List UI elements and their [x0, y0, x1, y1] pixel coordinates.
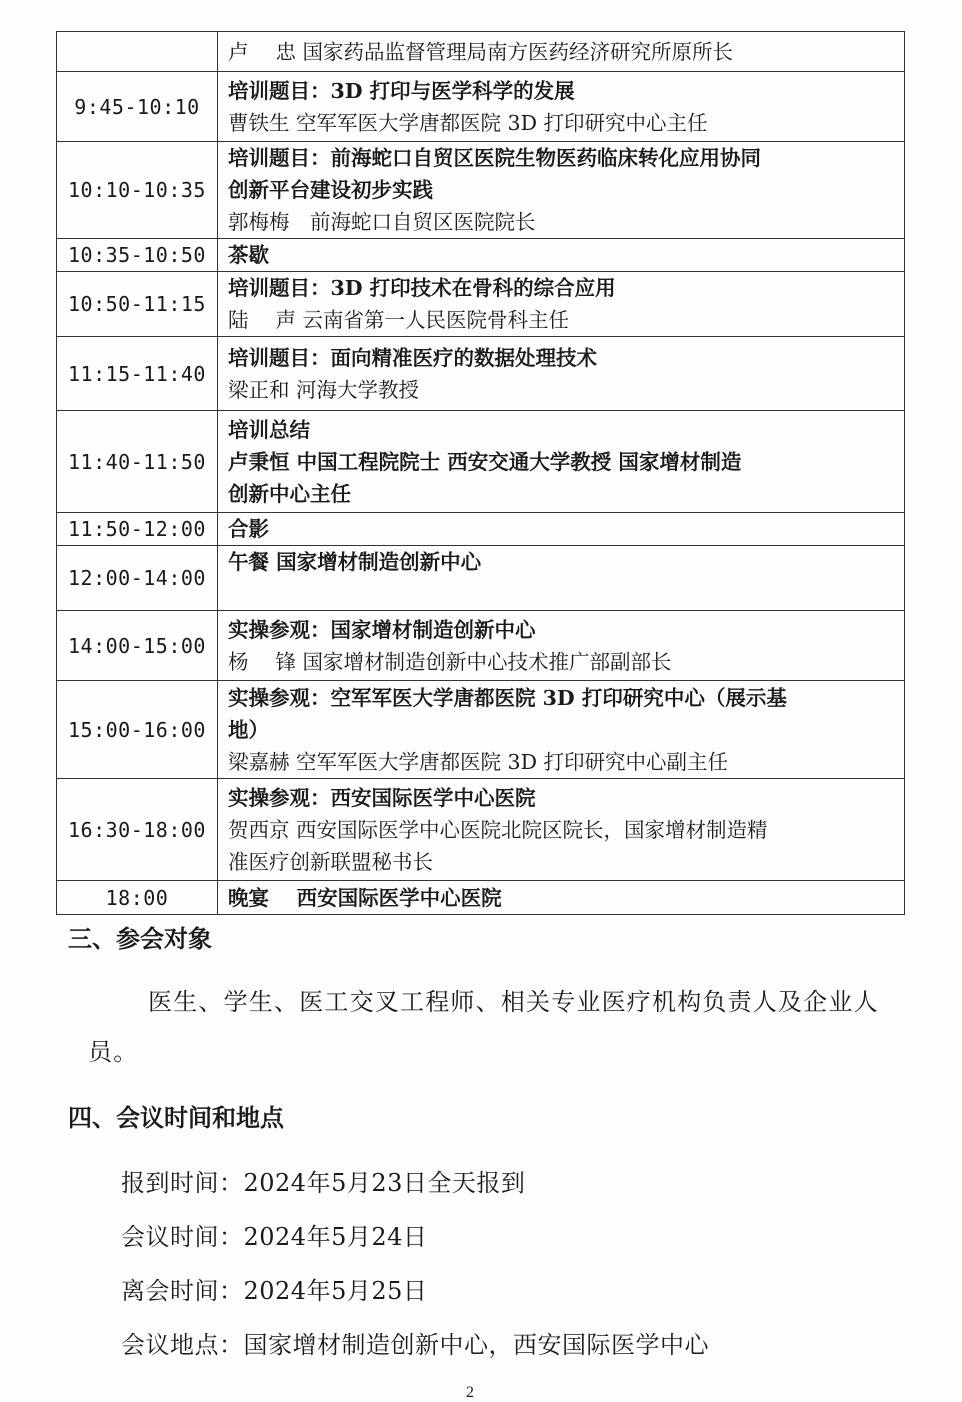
schedule-line: 杨 锋 国家增材制造创新中心技术推广部副部长 — [228, 649, 672, 674]
schedule-content — [218, 611, 905, 681]
schedule-line — [228, 578, 898, 610]
schedule-content — [218, 411, 905, 513]
schedule-line: 实操参观：国家增材制造创新中心 — [228, 617, 536, 642]
schedule-line: 实操参观：空军军医大学唐都医院 3D 打印研究中心（展示基 — [228, 685, 787, 710]
schedule-line: 实操参观：西安国际医学中心医院 — [228, 785, 536, 810]
section-3-heading: 三、参会对象 — [68, 924, 212, 953]
schedule-line: 合影 — [228, 517, 269, 541]
meeting-venue: 会议地点：国家增材制造创新中心，西安国际医学中心 — [121, 1331, 709, 1359]
schedule-content — [218, 681, 905, 779]
schedule-time: 9:45-10:10 — [57, 72, 218, 142]
schedule-row — [57, 239, 905, 272]
schedule-time: 11:40-11:50 — [57, 411, 218, 513]
schedule-line: 培训题目：3D 打印技术在骨科的综合应用 — [228, 276, 616, 300]
schedule-content — [218, 272, 905, 337]
schedule-content — [218, 779, 905, 881]
schedule-time: 10:10-10:35 — [57, 142, 218, 239]
schedule-line: 梁嘉赫 空军军医大学唐都医院 3D 打印研究中心副主任 — [228, 749, 729, 774]
section-3-paragraph: 医生、学生、医工交叉工程师、相关专业医疗机构负责人及企业人员。 — [88, 988, 879, 1066]
schedule-content — [218, 239, 905, 272]
schedule-line: 培训总结 — [228, 417, 310, 442]
schedule-row — [57, 72, 905, 142]
schedule-line: 曹铁生 空军军医大学唐都医院 3D 打印研究中心主任 — [228, 110, 708, 135]
schedule-row — [57, 611, 905, 681]
schedule-line: 郭梅梅 前海蛇口自贸区医院院长 — [228, 210, 536, 234]
schedule-row — [57, 411, 905, 513]
schedule-row — [57, 513, 905, 546]
schedule-line: 创新平台建设初步实践 — [228, 178, 433, 202]
schedule-line: 创新中心主任 — [228, 481, 351, 506]
schedule-line: 晚宴 西安国际医学中心医院 — [228, 885, 502, 910]
schedule-time: 10:35-10:50 — [57, 239, 218, 272]
schedule-row — [57, 881, 905, 915]
schedule-time: 12:00-14:00 — [57, 546, 218, 611]
departure-time: 离会时间：2024年5月25日 — [121, 1277, 428, 1305]
schedule-line: 地） — [228, 717, 269, 742]
schedule-row — [57, 337, 905, 411]
schedule-content — [218, 72, 905, 142]
schedule-time: 14:00-15:00 — [57, 611, 218, 681]
schedule-time: 16:30-18:00 — [57, 779, 218, 881]
schedule-row — [57, 681, 905, 779]
schedule-line: 培训题目：面向精准医疗的数据处理技术 — [228, 345, 597, 370]
schedule-time: 10:50-11:15 — [57, 272, 218, 337]
schedule-time: 15:00-16:00 — [57, 681, 218, 779]
schedule-row — [57, 546, 905, 611]
schedule-row — [57, 32, 905, 72]
schedule-row — [57, 779, 905, 881]
meeting-time: 会议时间：2024年5月24日 — [121, 1223, 428, 1251]
section-4-heading: 四、会议时间和地点 — [68, 1103, 284, 1132]
schedule-time: 11:50-12:00 — [57, 513, 218, 546]
schedule-content — [218, 881, 905, 915]
schedule-line: 贺西京 西安国际医学中心医院北院区院长，国家增材制造精 — [228, 817, 768, 842]
schedule-time — [57, 32, 218, 72]
page-number: 2 — [466, 1384, 474, 1401]
checkin-time: 报到时间：2024年5月23日全天报到 — [121, 1169, 526, 1197]
schedule-time: 18:00 — [57, 881, 218, 915]
schedule-line: 培训题目：3D 打印与医学科学的发展 — [228, 78, 575, 103]
schedule-time: 11:15-11:40 — [57, 337, 218, 411]
schedule-content — [218, 337, 905, 411]
schedule-line: 陆 声 云南省第一人民医院骨科主任 — [228, 308, 570, 332]
schedule-line: 午餐 国家增材制造创新中心 — [228, 550, 482, 574]
schedule-table — [56, 31, 905, 915]
schedule-line: 卢 忠 国家药品监督管理局南方医药经济研究所原所长 — [228, 39, 734, 64]
schedule-content — [218, 142, 905, 239]
schedule-content — [218, 513, 905, 546]
schedule-body — [57, 32, 905, 915]
schedule-line: 梁正和 河海大学教授 — [228, 377, 420, 402]
schedule-row — [57, 272, 905, 337]
schedule-content — [218, 546, 905, 611]
schedule-row — [57, 142, 905, 239]
schedule-line: 茶歇 — [228, 243, 269, 267]
schedule-line: 卢秉恒 中国工程院院士 西安交通大学教授 国家增材制造 — [228, 449, 742, 474]
schedule-line: 培训题目：前海蛇口自贸区医院生物医药临床转化应用协同 — [228, 146, 761, 170]
schedule-line: 准医疗创新联盟秘书长 — [228, 849, 433, 874]
schedule-content — [218, 32, 905, 72]
